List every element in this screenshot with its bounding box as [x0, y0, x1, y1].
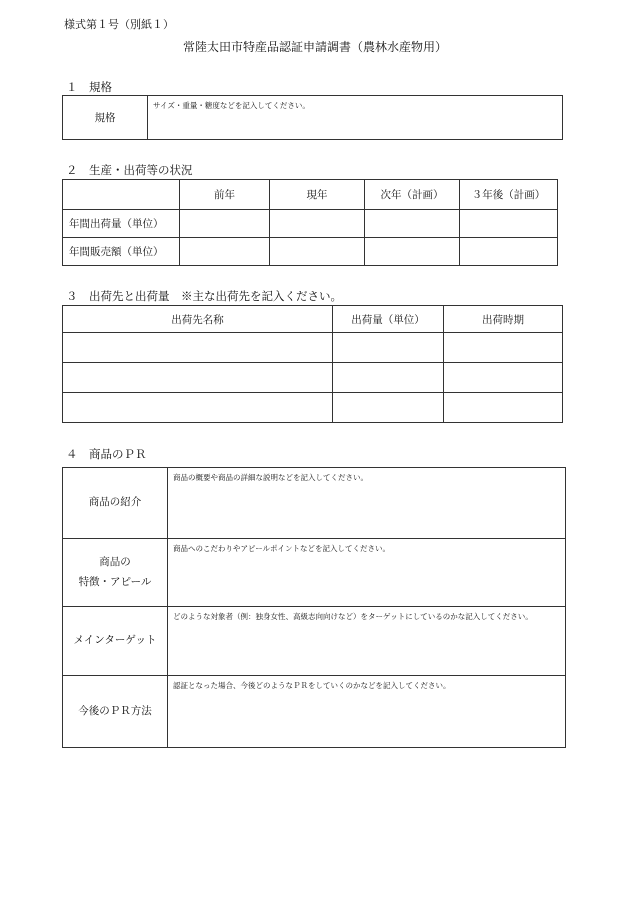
input-cell[interactable]: [444, 363, 563, 393]
section-4-heading: ４ 商品のＰＲ: [66, 447, 147, 461]
spec-input-cell[interactable]: [148, 96, 563, 140]
col-destination-name: 出荷先名称: [63, 306, 333, 333]
col-next-year: 次年（計画）: [365, 180, 460, 210]
pr-label-line: 今後のＰＲ方法: [78, 704, 152, 717]
input-cell[interactable]: [460, 238, 558, 266]
pr-label-features: [63, 539, 168, 607]
input-cell[interactable]: [63, 363, 333, 393]
input-cell[interactable]: [444, 333, 563, 363]
input-cell[interactable]: [365, 238, 460, 266]
document-title: 常陸太田市特産品認証申請調書（農林水産物用）: [182, 40, 447, 54]
pr-label-line: 商品の: [99, 555, 131, 568]
col-shipment-period: 出荷時期: [444, 306, 563, 333]
input-cell[interactable]: [444, 393, 563, 423]
pr-note: 認証となった場合、今後どのようなＰＲをしていくのかなどを記入してください。: [173, 681, 451, 690]
input-cell[interactable]: [180, 238, 270, 266]
input-cell[interactable]: [63, 393, 333, 423]
input-cell[interactable]: [333, 363, 444, 393]
col-current-year: 現年: [270, 180, 365, 210]
pr-input-features[interactable]: [168, 539, 566, 607]
production-header-row: [63, 180, 558, 210]
table-row: [63, 676, 566, 748]
form-number: 様式第１号（別紙１）: [64, 18, 174, 31]
table-row: [63, 210, 558, 238]
col-shipment-quantity: 出荷量（単位）: [333, 306, 444, 333]
table-row: [63, 468, 566, 539]
pr-input-introduction[interactable]: [168, 468, 566, 539]
pr-label-future-pr: [63, 676, 168, 748]
section-1-heading: １ 規格: [66, 80, 112, 94]
input-cell[interactable]: [270, 210, 365, 238]
pr-label-target: [63, 607, 168, 676]
input-cell[interactable]: [270, 238, 365, 266]
spec-table: [62, 95, 563, 140]
table-row: [63, 333, 563, 363]
input-cell[interactable]: [333, 393, 444, 423]
shipping-header-row: [63, 306, 563, 333]
table-row: [63, 539, 566, 607]
section-2-heading: ２ 生産・出荷等の状況: [66, 163, 193, 177]
production-table: [62, 179, 558, 266]
row-annual-sales: 年間販売額（単位）: [63, 238, 180, 266]
section-3-heading: ３ 出荷先と出荷量 ※主な出荷先を記入ください。: [66, 289, 342, 303]
table-row: [63, 607, 566, 676]
spec-note: サイズ・重量・糖度などを記入してください。: [153, 101, 310, 110]
input-cell[interactable]: [365, 210, 460, 238]
pr-label-line: 商品の紹介: [88, 496, 142, 509]
col-previous-year: 前年: [180, 180, 270, 210]
pr-label-line: メインターゲット: [73, 634, 157, 647]
production-corner-cell: [63, 180, 180, 210]
table-row: [63, 393, 563, 423]
pr-note: 商品へのこだわりやアピールポイントなどを記入してください。: [173, 544, 391, 553]
pr-note: 商品の概要や商品の詳細な説明などを記入してください。: [173, 473, 368, 482]
row-annual-shipment: 年間出荷量（単位）: [63, 210, 180, 238]
input-cell[interactable]: [63, 333, 333, 363]
shipping-table: [62, 305, 563, 423]
spec-label: 規格: [63, 96, 148, 140]
pr-table: [62, 467, 566, 748]
pr-input-target[interactable]: [168, 607, 566, 676]
input-cell[interactable]: [460, 210, 558, 238]
input-cell[interactable]: [180, 210, 270, 238]
pr-note: どのような対象者（例：独身女性、高級志向向けなど）をターゲットにしているのかな記入してください。: [173, 612, 533, 621]
pr-label-line: 特徴・アピール: [78, 575, 152, 588]
table-row: [63, 363, 563, 393]
input-cell[interactable]: [333, 333, 444, 363]
col-three-years-later: ３年後（計画）: [460, 180, 558, 210]
table-row: [63, 238, 558, 266]
pr-input-future-pr[interactable]: [168, 676, 566, 748]
pr-label-introduction: [63, 468, 168, 539]
